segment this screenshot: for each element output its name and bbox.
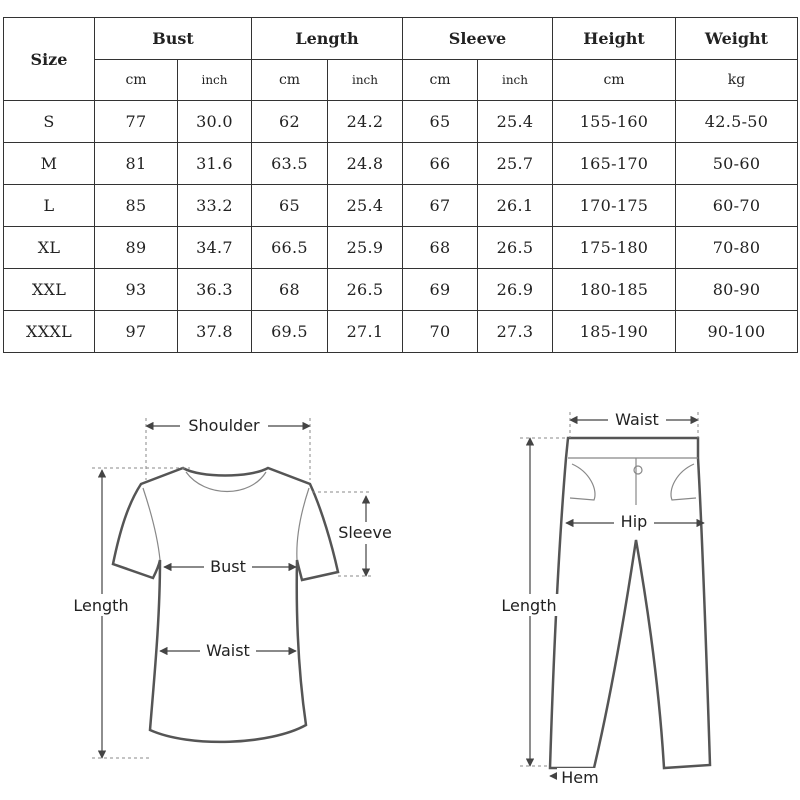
- table-cell: 85: [95, 185, 178, 227]
- table-cell: 175-180: [553, 227, 676, 269]
- table-row: [4, 101, 798, 143]
- table-cell: 37.8: [178, 311, 252, 353]
- table-cell: 26.5: [328, 269, 403, 311]
- tshirt-seam-left: [143, 488, 160, 560]
- size-cell: M: [4, 143, 95, 185]
- table-body: [4, 101, 798, 353]
- table-cell: 69.5: [252, 311, 328, 353]
- table-cell: 80-90: [676, 269, 798, 311]
- size-cell: XXXL: [4, 311, 95, 353]
- table-cell: 25.9: [328, 227, 403, 269]
- table-cell: 36.3: [178, 269, 252, 311]
- size-chart-table: [3, 17, 798, 353]
- group-header-height: Height: [553, 18, 676, 60]
- table-cell: 89: [95, 227, 178, 269]
- pants-button: [634, 466, 642, 474]
- size-cell: XL: [4, 227, 95, 269]
- unit-header: inch: [478, 60, 553, 101]
- sleeve-label: Sleeve: [338, 523, 392, 542]
- table-cell: 24.8: [328, 143, 403, 185]
- table-cell: 165-170: [553, 143, 676, 185]
- hem-label: Hem: [561, 768, 599, 787]
- table-cell: 97: [95, 311, 178, 353]
- pants-pocket-right: [671, 464, 696, 500]
- tshirt-outline: [113, 468, 338, 742]
- table-cell: 70: [403, 311, 478, 353]
- unit-header: cm: [95, 60, 178, 101]
- table-cell: 25.7: [478, 143, 553, 185]
- table-row: [4, 185, 798, 227]
- unit-header: inch: [328, 60, 403, 101]
- unit-header: cm: [553, 60, 676, 101]
- pants-pocket-left: [570, 464, 595, 500]
- table-cell: 34.7: [178, 227, 252, 269]
- table-cell: 27.3: [478, 311, 553, 353]
- table-cell: 24.2: [328, 101, 403, 143]
- table-row: [4, 269, 798, 311]
- table-cell: 27.1: [328, 311, 403, 353]
- table-cell: 67: [403, 185, 478, 227]
- group-header-weight: Weight: [676, 18, 798, 60]
- table-cell: 68: [252, 269, 328, 311]
- group-header-bust: Bust: [95, 18, 252, 60]
- pants-diagram: [498, 409, 710, 788]
- pants-outline: [550, 438, 710, 768]
- size-cell: XXL: [4, 269, 95, 311]
- table-cell: 77: [95, 101, 178, 143]
- pants-waist-label: Waist: [615, 410, 659, 429]
- measurement-diagrams: [0, 380, 800, 800]
- table-cell: 70-80: [676, 227, 798, 269]
- pants-length-label: Length: [501, 596, 557, 615]
- table-cell: 42.5-50: [676, 101, 798, 143]
- table-cell: 30.0: [178, 101, 252, 143]
- table-cell: 180-185: [553, 269, 676, 311]
- table-row: [4, 227, 798, 269]
- table-cell: 63.5: [252, 143, 328, 185]
- bust-label: Bust: [210, 557, 246, 576]
- table-cell: 26.9: [478, 269, 553, 311]
- table-cell: 90-100: [676, 311, 798, 353]
- table-row: [4, 311, 798, 353]
- shoulder-label: Shoulder: [188, 416, 260, 435]
- table-cell: 33.2: [178, 185, 252, 227]
- table-cell: 65: [252, 185, 328, 227]
- table-cell: 26.1: [478, 185, 553, 227]
- unit-header: cm: [403, 60, 478, 101]
- table-cell: 62: [252, 101, 328, 143]
- size-cell: S: [4, 101, 95, 143]
- table-cell: 50-60: [676, 143, 798, 185]
- shirt-length-label: Length: [73, 596, 129, 615]
- table-cell: 25.4: [478, 101, 553, 143]
- unit-header: cm: [252, 60, 328, 101]
- table-cell: 60-70: [676, 185, 798, 227]
- unit-header: inch: [178, 60, 252, 101]
- size-header: Size: [4, 18, 95, 101]
- table-cell: 68: [403, 227, 478, 269]
- unit-header: kg: [676, 60, 798, 101]
- shirt-waist-label: Waist: [206, 641, 250, 660]
- group-header-sleeve: Sleeve: [403, 18, 553, 60]
- table-row: [4, 143, 798, 185]
- table-cell: 81: [95, 143, 178, 185]
- table-cell: 31.6: [178, 143, 252, 185]
- table-cell: 155-160: [553, 101, 676, 143]
- hip-label: Hip: [620, 512, 648, 531]
- size-cell: L: [4, 185, 95, 227]
- table-cell: 65: [403, 101, 478, 143]
- tshirt-diagram: [68, 414, 396, 758]
- tshirt-seam-right: [297, 488, 309, 560]
- table-cell: 170-175: [553, 185, 676, 227]
- table-cell: 66.5: [252, 227, 328, 269]
- table-cell: 26.5: [478, 227, 553, 269]
- table-cell: 185-190: [553, 311, 676, 353]
- table-cell: 93: [95, 269, 178, 311]
- table-cell: 25.4: [328, 185, 403, 227]
- table-cell: 69: [403, 269, 478, 311]
- table-cell: 66: [403, 143, 478, 185]
- group-header-length: Length: [252, 18, 403, 60]
